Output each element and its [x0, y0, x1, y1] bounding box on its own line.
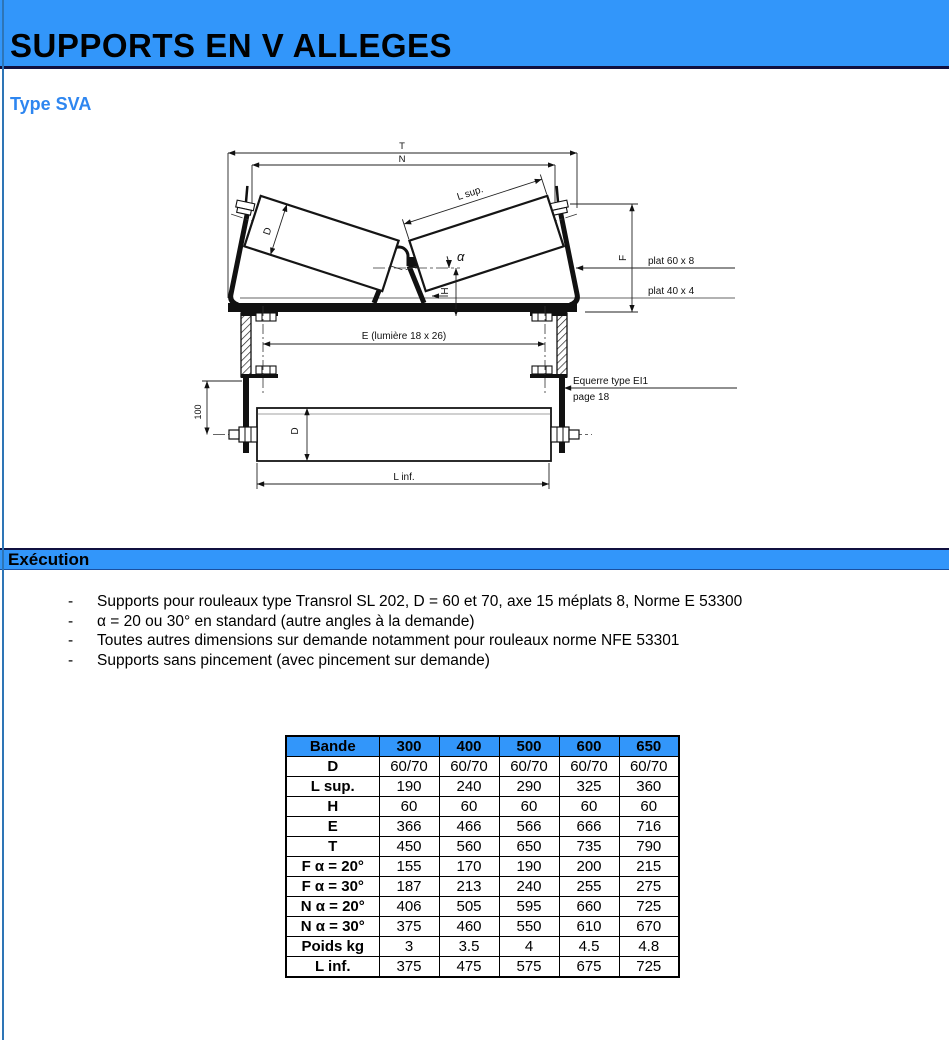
bullet-dash: - [68, 593, 74, 610]
bullet-dash: - [68, 651, 74, 669]
bullet-item [68, 631, 742, 651]
row-label: F α = 30° [286, 877, 379, 897]
table-row [286, 917, 679, 937]
dim-label-f: F [618, 254, 629, 262]
bullet-dash: - [68, 632, 74, 649]
type-subtitle: Type SVA [10, 94, 92, 114]
table-cell: 466 [439, 817, 499, 837]
callout-plat-60: plat 60 x 8 [648, 256, 695, 267]
dim-label-l-sup: L sup. [455, 184, 485, 203]
table-cell: 213 [439, 877, 499, 897]
col-header-band-width: 500 [499, 736, 559, 757]
col-header-band-width: 600 [559, 736, 619, 757]
table-cell: 550 [499, 917, 559, 937]
table-cell: 650 [499, 837, 559, 857]
col-header-band-width: 400 [439, 736, 499, 757]
table-row [286, 777, 679, 797]
table-row [286, 957, 679, 978]
bullet-text: Supports pour rouleaux type Transrol SL 202, D = 60 et 70, axe 15 méplats 8, Norme E 53300 [97, 593, 743, 610]
table-cell: 725 [619, 897, 679, 917]
table-cell: 610 [559, 917, 619, 937]
table-cell: 375 [379, 957, 439, 978]
row-label: L inf. [286, 957, 379, 978]
table-cell: 240 [499, 877, 559, 897]
table-cell: 275 [619, 877, 679, 897]
table-row [286, 757, 679, 777]
table-cell: 505 [439, 897, 499, 917]
callout-equerre: Equerre type EI1 [573, 376, 649, 387]
dim-100 [202, 381, 242, 435]
table-cell: 60 [499, 797, 559, 817]
table-cell: 716 [619, 817, 679, 837]
table-cell: 666 [559, 817, 619, 837]
table-cell: 450 [379, 837, 439, 857]
table-cell: 60/70 [379, 757, 439, 777]
table-cell: 290 [499, 777, 559, 797]
table-cell: 735 [559, 837, 619, 857]
table-cell: 575 [499, 957, 559, 978]
col-header-band-width: 650 [619, 736, 679, 757]
table-cell: 3.5 [439, 937, 499, 957]
row-label: Poids kg [286, 937, 379, 957]
bullet-item [68, 592, 742, 612]
spec-table-header-row [286, 736, 679, 757]
row-label: N α = 30° [286, 917, 379, 937]
table-cell: 725 [619, 957, 679, 978]
table-cell: 4 [499, 937, 559, 957]
dim-label-t: T [399, 141, 405, 152]
technical-diagram [0, 128, 949, 518]
col-header-bande: Bande [286, 736, 379, 757]
bullet-text: α = 20 ou 30° en standard (autre angles à la demande) [97, 612, 475, 630]
page-left-rule [2, 0, 4, 1040]
table-cell: 4.8 [619, 937, 679, 957]
row-label: D [286, 757, 379, 777]
lower-roller [213, 408, 592, 461]
bullet-text: Toutes autres dimensions sur demande notamment pour rouleaux norme NFE 53301 [97, 632, 680, 649]
row-label: H [286, 797, 379, 817]
table-cell: 325 [559, 777, 619, 797]
dim-label-h: H [440, 287, 451, 295]
table-cell: 660 [559, 897, 619, 917]
table-row [286, 797, 679, 817]
dim-label-n: N [398, 154, 406, 165]
dim-label-e: E (lumière 18 x 26) [361, 331, 447, 342]
table-cell: 360 [619, 777, 679, 797]
table-cell: 790 [619, 837, 679, 857]
row-label: L sup. [286, 777, 379, 797]
row-label: N α = 20° [286, 897, 379, 917]
table-row [286, 937, 679, 957]
table-cell: 675 [559, 957, 619, 978]
table-cell: 60/70 [559, 757, 619, 777]
table-cell: 170 [439, 857, 499, 877]
table-cell: 366 [379, 817, 439, 837]
callout-plat-40: plat 40 x 4 [648, 286, 695, 297]
table-cell: 60 [619, 797, 679, 817]
table-cell: 60 [379, 797, 439, 817]
page-title: SUPPORTS EN V ALLEGES [10, 27, 453, 64]
row-label: F α = 20° [286, 857, 379, 877]
table-cell: 595 [499, 897, 559, 917]
table-row [286, 877, 679, 897]
table-cell: 60/70 [619, 757, 679, 777]
row-label: E [286, 817, 379, 837]
dim-label-alpha: α [457, 249, 465, 264]
table-row [286, 837, 679, 857]
table-cell: 460 [439, 917, 499, 937]
table-cell: 4.5 [559, 937, 619, 957]
dim-label-d-lower: D [290, 427, 301, 435]
table-row [286, 897, 679, 917]
table-cell: 60/70 [439, 757, 499, 777]
dim-label-100: 100 [193, 404, 203, 420]
execution-bullets [68, 592, 742, 670]
table-row [286, 817, 679, 837]
bullet-text: Supports sans pincement (avec pincement sur demande) [97, 651, 490, 669]
table-cell: 375 [379, 917, 439, 937]
table-cell: 3 [379, 937, 439, 957]
table-cell: 60 [439, 797, 499, 817]
table-cell: 560 [439, 837, 499, 857]
table-cell: 670 [619, 917, 679, 937]
callout-equerre-page: page 18 [573, 392, 610, 403]
table-cell: 155 [379, 857, 439, 877]
bullet-dash: - [68, 612, 74, 630]
table-cell: 255 [559, 877, 619, 897]
table-cell: 406 [379, 897, 439, 917]
table-cell: 190 [379, 777, 439, 797]
dim-label-d-upper: D [261, 226, 275, 237]
row-label: T [286, 837, 379, 857]
table-row [286, 857, 679, 877]
execution-section-bar [0, 548, 949, 570]
table-cell: 190 [499, 857, 559, 877]
table-cell: 566 [499, 817, 559, 837]
table-cell: 60 [559, 797, 619, 817]
table-cell: 187 [379, 877, 439, 897]
table-cell: 200 [559, 857, 619, 877]
dim-label-l-inf: L inf. [393, 472, 415, 483]
execution-section-title: Exécution [8, 550, 90, 569]
bullet-item [68, 612, 742, 632]
spec-table [285, 735, 680, 978]
table-cell: 240 [439, 777, 499, 797]
table-cell: 60/70 [499, 757, 559, 777]
table-cell: 215 [619, 857, 679, 877]
col-header-band-width: 300 [379, 736, 439, 757]
table-cell: 475 [439, 957, 499, 978]
bullet-item [68, 651, 742, 671]
page-title-bar [0, 0, 949, 69]
